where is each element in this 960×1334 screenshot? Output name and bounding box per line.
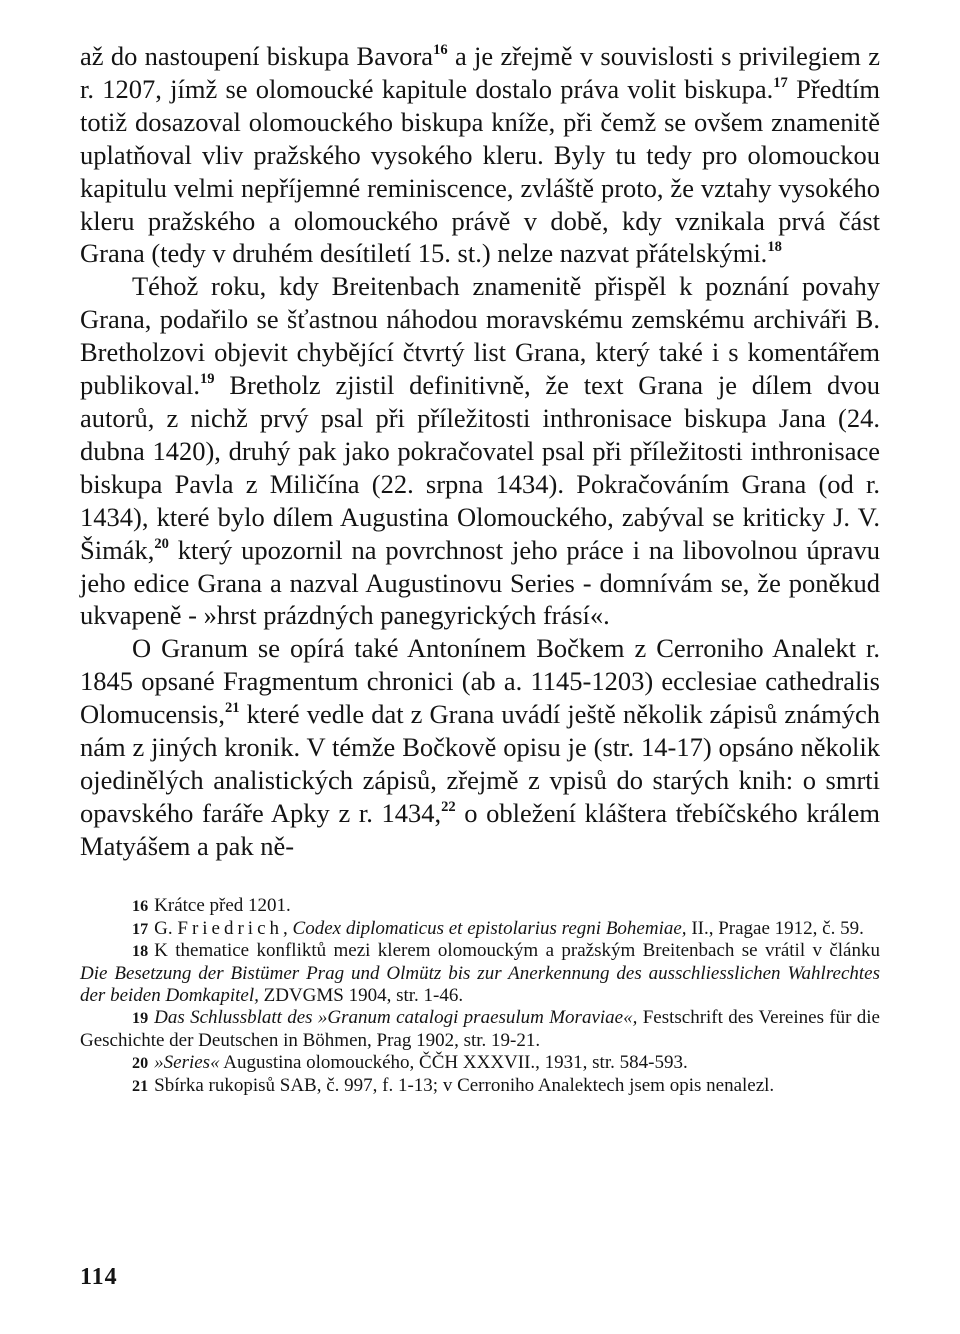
footnote-number: 18 <box>132 943 149 961</box>
page-number: 114 <box>80 1264 118 1290</box>
main-text <box>80 40 880 863</box>
text-run: Téhož roku, kdy Breitenbach znamenitě přispěl k poznání povahy Grana, podařilo se šťastnou náhodou moravskému zemskému archiváři B. Bretholzovi objevit chybějící čtvrtý list Grana, který také i s komentářem publikoval. <box>80 271 880 401</box>
footnote-title: Das Schlussblatt des »Granum catalogi praesulum Moraviae«, <box>154 1007 638 1029</box>
text-run: a je zřejmě v souvislosti s privilegiem z r. 1207, jímž se olomoucké kapitule dostalo práva volit biskupa. <box>80 41 880 104</box>
paragraph-1 <box>80 40 880 270</box>
footnote-18 <box>80 940 880 1007</box>
footnote-ref-20[interactable]: 20 <box>154 535 169 552</box>
footnote-text: Festschrift des Vereines für die Geschichte der Deutschen in Böhmen, Prag 1902, str. 19-21. <box>80 1007 880 1052</box>
footnote-16 <box>80 895 880 918</box>
text-run: Předtím totiž dosazoval olomouckého biskupa kníže, při čemž se ovšem znamenitě uplatňoval vliv pražského vysokého kleru. Byly tu tedy pro olomouckou kapitulu velmi nepříjemné reminiscence, zvláště proto, že vztahy vysokého kleru pražského a olomouckého právě v době, kdy vznikala prvá část Grana (tedy v druhém desítiletí 15. st.) nelze nazvat přátelskými. <box>80 73 880 269</box>
text-run: který upozornil na povrchnost jeho práce i na libovolnou úpravu jeho edice Grana a nazval Augustinovu Series - domnívám se, že poněkud ukvapeně - »hrst prázdných panegyrických frásí«. <box>80 534 880 631</box>
footnote-number: 21 <box>132 1077 149 1095</box>
footnote-ref-21[interactable]: 21 <box>225 700 240 717</box>
text-run: až do nastoupení biskupa Bavora <box>80 41 434 71</box>
footnote-ref-19[interactable]: 19 <box>199 371 215 388</box>
text-run: které vedle dat z Grana uvádí ještě několik zápisů známých nám z jiných kronik. V témže Bočkově opisu je (str. 14-17) opsáno několik ojedinělých analistických zápisů, zřejmě z vpisů do starých knih: o smrti opavského faráře Apky z r. 1434, <box>80 699 880 828</box>
text-run: Bretholz zjistil definitivně, že text Grana je dílem dvou autorů, z nichž prvý psal při příležitosti inthronisace biskupa Jana (24. dubna 1420), druhý pak jako pokračovatel psal při příležitosti inthronisace biskupa Pavla z Miličína (22. srpna 1434). Pokračováním Grana (od r. 1434), které bylo dílem Augustina Olomouckého, zabýval se kriticky J. V. Šimák, <box>80 370 880 565</box>
footnote-ref-22[interactable]: 22 <box>441 798 456 815</box>
paragraph-2 <box>80 270 880 632</box>
footnote-19 <box>80 1007 880 1052</box>
paragraph-3 <box>80 632 880 862</box>
footnote-text: II., Pragae 1912, č. 59. <box>686 917 864 939</box>
footnote-text: K thematice konfliktů mezi klerem olomouckým a pražským Breitenbach se vrátil v článku <box>154 940 880 962</box>
footnote-ref-17[interactable]: 17 <box>773 74 788 91</box>
footnote-text: G. <box>154 917 178 939</box>
page <box>80 40 880 1098</box>
footnote-21 <box>80 1075 880 1098</box>
footnote-text: , <box>283 917 293 939</box>
footnote-author: Friedrich <box>177 917 284 939</box>
footnote-number: 16 <box>132 897 149 915</box>
footnote-text: ZDVGMS 1904, str. 1-46. <box>258 985 464 1007</box>
footnote-title: Codex diplomaticus et epistolarius regni Bohemiae, <box>292 917 687 939</box>
footnote-number: 20 <box>132 1055 149 1072</box>
footnote-17 <box>80 918 880 941</box>
text-run: O Granum se opírá také Antonínem Bočkem z Cerroniho Analekt r. 1845 opsané Fragmentum chronici (ab a. 1145-1203) ecclesiae cathedralis Olomucensis, <box>80 633 880 730</box>
text-run: o obležení kláštera třebíčského králem Matyášem a pak ně- <box>80 797 880 861</box>
footnote-text: Krátce před 1201. <box>154 894 291 916</box>
footnote-title: »Series« <box>154 1052 220 1073</box>
footnote-text: Augustina olomouckého, ČČH XXXVII., 1931, str. 584-593. <box>219 1052 688 1073</box>
footnotes <box>80 895 880 1098</box>
footnote-text: Sbírka rukopisů SAB, č. 997, f. 1-13; v Cerroniho Analektech jsem opis nenalezl. <box>154 1074 775 1096</box>
footnote-20 <box>80 1052 880 1075</box>
footnote-ref-18[interactable]: 18 <box>767 239 782 256</box>
footnote-ref-16[interactable]: 16 <box>433 42 448 59</box>
footnote-title: Die Besetzung der Bistümer Prag und Olmütz bis zur Anerkennung des ausschliesslichen Wahlrechtes der beiden Domkapitel, <box>80 963 880 1007</box>
footnote-number: 19 <box>132 1010 149 1028</box>
footnote-number: 17 <box>132 920 149 938</box>
